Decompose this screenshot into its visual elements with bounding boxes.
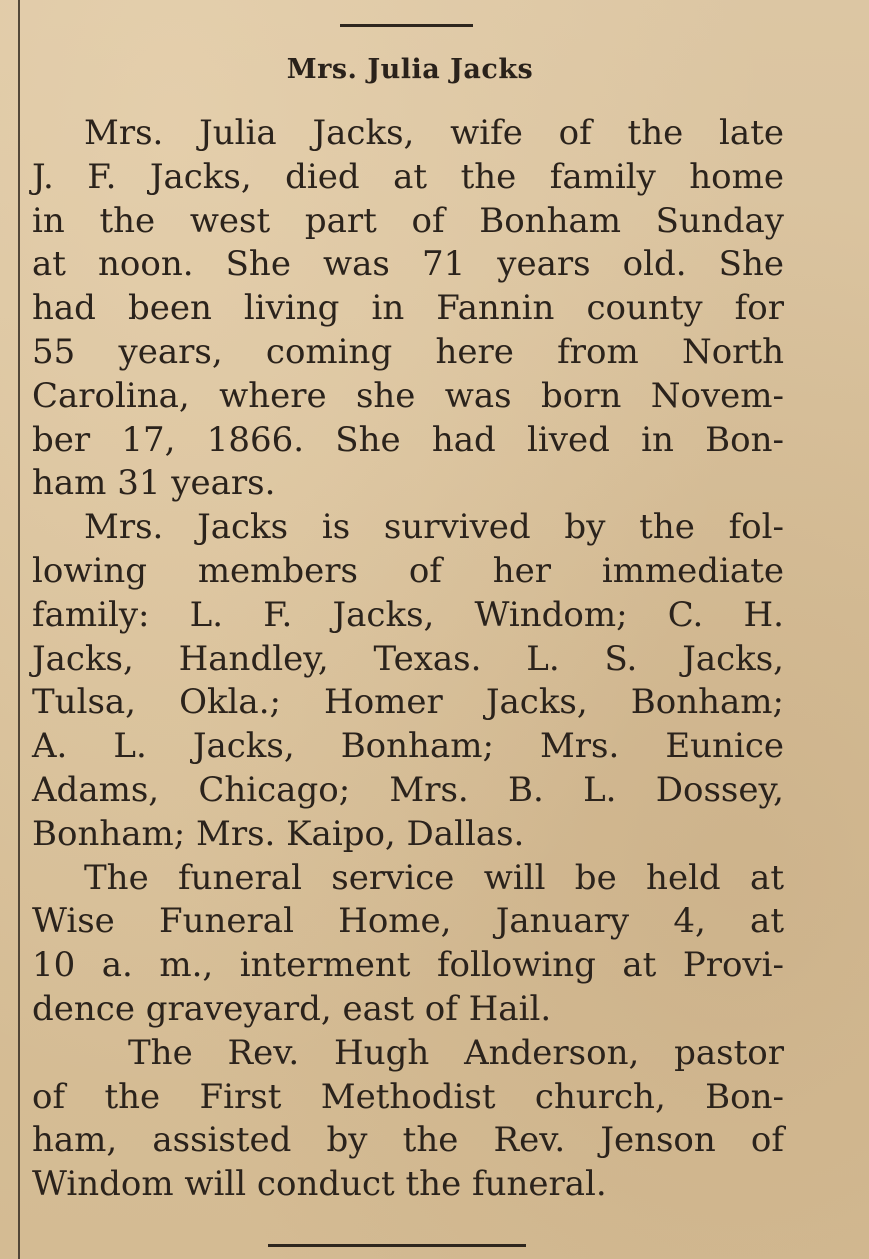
- text-line: dence graveyard, east of Hail.: [32, 988, 552, 1029]
- obituary-headline: Mrs. Julia Jacks: [286, 54, 534, 85]
- text-line: Mrs. Julia Jacks, wife of the late: [84, 113, 784, 153]
- paragraph-funeral-service: [32, 857, 784, 1032]
- column-divider-line: [18, 0, 20, 1259]
- text-line: Adams, Chicago; Mrs. B. L. Dossey,: [32, 769, 784, 810]
- text-line: had been living in Fannin county for: [32, 288, 784, 329]
- text-line: at noon. She was 71 years old. She: [32, 244, 784, 285]
- text-line: Jacks, Handley, Texas. L. S. Jacks,: [32, 638, 784, 679]
- text-line: 10 a. m., interment following at Provi-: [32, 945, 784, 986]
- text-line: Windom will conduct the funeral.: [32, 1164, 607, 1205]
- text-line: of the First Methodist church, Bon-: [32, 1076, 784, 1117]
- text-line: ham 31 years.: [32, 463, 276, 504]
- text-line: Bonham; Mrs. Kaipo, Dallas.: [32, 813, 525, 854]
- text-line: in the west part of Bonham Sunday: [32, 200, 784, 241]
- obituary-body: [32, 112, 784, 1207]
- text-line: Tulsa, Okla.; Homer Jacks, Bonham;: [32, 682, 784, 723]
- text-line: Wise Funeral Home, January 4, at: [32, 901, 784, 942]
- text-line: 55 years, coming here from North: [32, 331, 784, 372]
- text-line: Mrs. Jacks is survived by the fol-: [84, 507, 784, 548]
- text-line: ham, assisted by the Rev. Jenson of: [32, 1120, 784, 1161]
- text-line: family: L. F. Jacks, Windom; C. H.: [32, 594, 784, 635]
- paragraph-officiants: [32, 1032, 784, 1207]
- text-line: The funeral service will be held at: [84, 857, 784, 898]
- paragraph-death-notice: [32, 112, 784, 506]
- text-line: The Rev. Hugh Anderson, pastor: [128, 1032, 784, 1073]
- text-line: Carolina, where she was born Novem-: [32, 375, 784, 416]
- paragraph-survivors: [32, 506, 784, 856]
- text-line: J. F. Jacks, died at the family home: [32, 156, 784, 197]
- text-line: lowing members of her immediate: [32, 550, 784, 591]
- bottom-separator-rule: [268, 1244, 526, 1247]
- text-line: A. L. Jacks, Bonham; Mrs. Eunice: [32, 726, 784, 767]
- top-separator-rule: [340, 24, 473, 27]
- text-line: ber 17, 1866. She had lived in Bon-: [32, 419, 784, 460]
